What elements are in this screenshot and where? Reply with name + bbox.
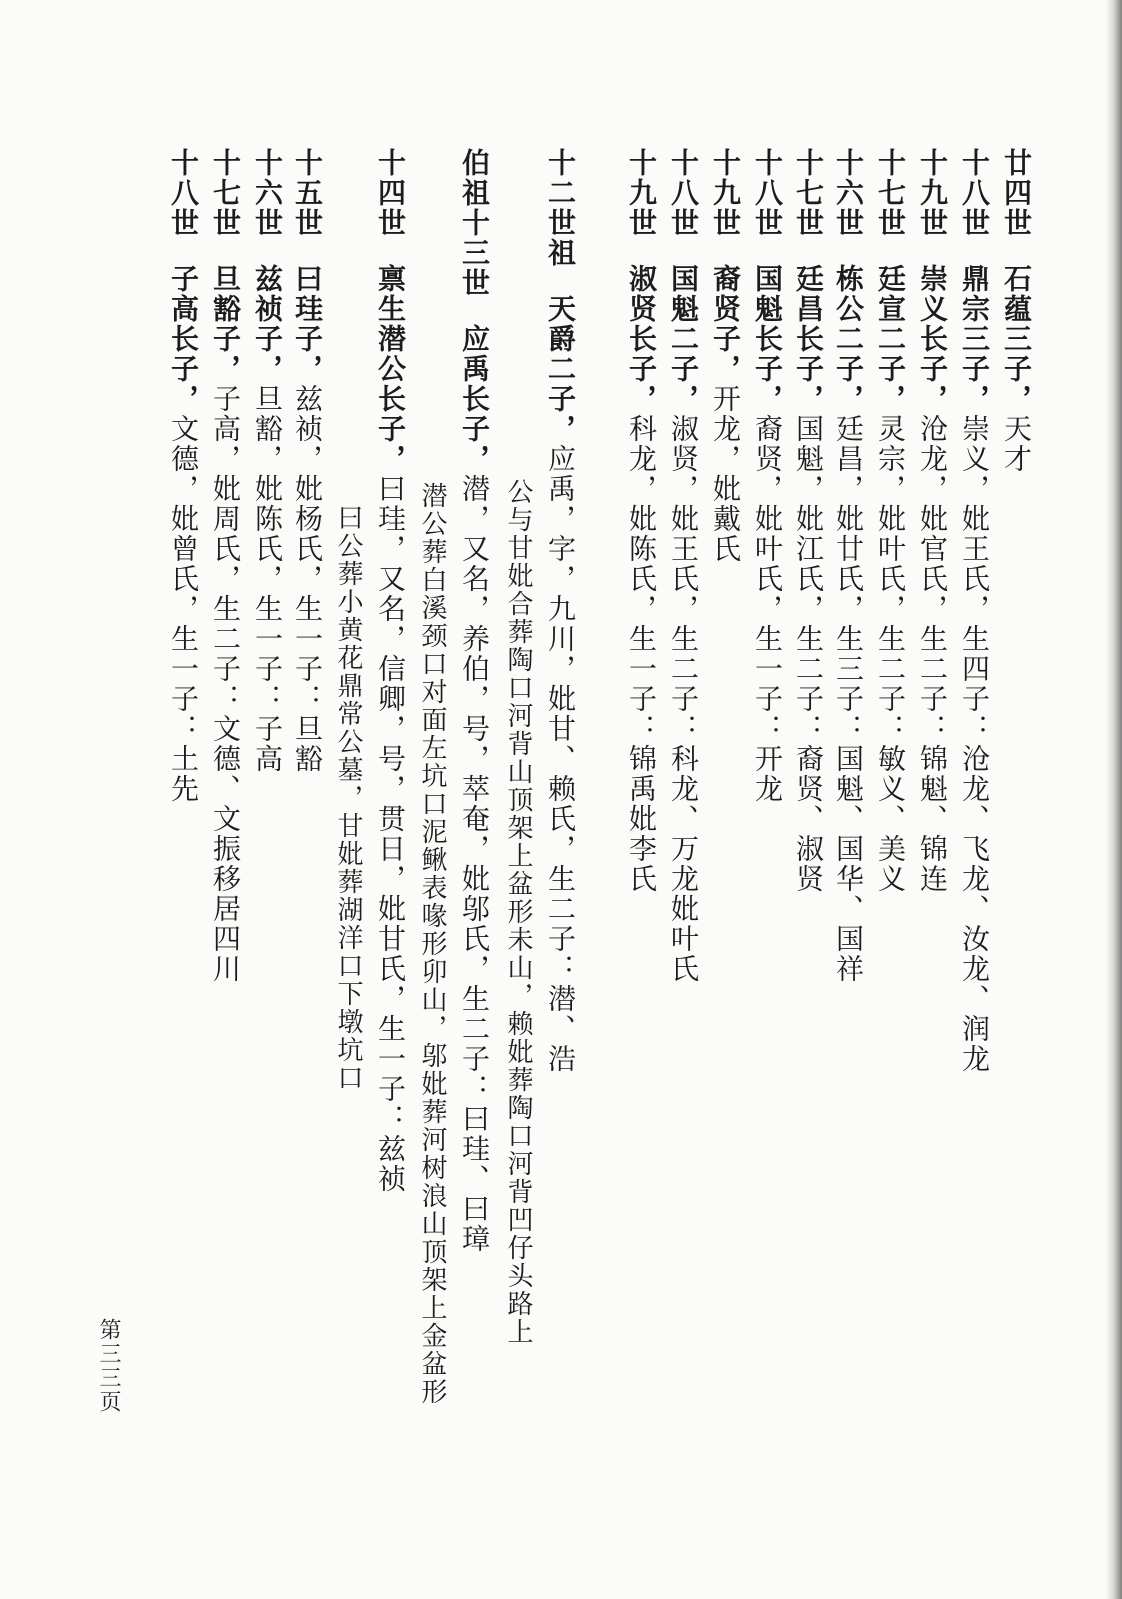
generation-label: 十八世 bbox=[751, 148, 784, 238]
generation-label: 十九世 bbox=[916, 148, 949, 238]
entry-lead: 石蕴三子， bbox=[1000, 264, 1033, 414]
entry-column bbox=[952, 148, 996, 1074]
generation-label: 伯祖十三世 bbox=[458, 148, 491, 298]
entry-lead: 崇义长子， bbox=[916, 264, 949, 414]
entry-lead: 国魁二子， bbox=[667, 264, 700, 414]
entry-column bbox=[368, 148, 412, 1194]
entry-text: 应禹，字，九川，妣甘、赖氏，生二子：潜、浩 bbox=[544, 444, 577, 1074]
generation-label: 十七世 bbox=[792, 148, 825, 238]
generation-label: 十七世 bbox=[209, 148, 242, 238]
generation-label: 十七世 bbox=[874, 148, 907, 238]
entry-lead: 鼎宗三子， bbox=[958, 264, 991, 414]
generation-label: 十二世祖 bbox=[544, 148, 577, 268]
entry-text: 兹祯，妣杨氏，生一子：旦豁 bbox=[291, 384, 324, 774]
burial-note: 曰公葬小黄花鼎常公墓，甘妣葬湖洋口下墩坑口 bbox=[333, 504, 363, 1092]
entry-lead: 禀生潜公长子， bbox=[374, 264, 407, 474]
generation-label: 廿四世 bbox=[1000, 148, 1033, 238]
generation-label: 十四世 bbox=[374, 148, 407, 238]
scan-edge-shadow bbox=[1106, 0, 1122, 1599]
generation-label: 十八世 bbox=[667, 148, 700, 238]
entry-lead: 天爵二子， bbox=[544, 294, 577, 444]
entry-lead: 子高长子， bbox=[167, 264, 200, 414]
entry-lead: 兹祯子， bbox=[251, 264, 284, 384]
entry-column bbox=[745, 148, 789, 804]
entry-lead: 淑贤长子， bbox=[625, 264, 658, 414]
entry-column bbox=[619, 148, 663, 894]
entry-text: 灵宗，妣叶氏，生二子：敏义、美义 bbox=[874, 414, 907, 894]
entry-column bbox=[538, 148, 582, 1074]
entry-lead: 栋公二子， bbox=[832, 264, 865, 414]
generation-label: 十六世 bbox=[251, 148, 284, 238]
generation-label: 十九世 bbox=[625, 148, 658, 238]
entry-column bbox=[245, 148, 289, 774]
generation-label: 十五世 bbox=[291, 148, 324, 238]
entry-text: 裔贤，妣叶氏，生一子：开龙 bbox=[751, 414, 784, 804]
entry-column bbox=[161, 148, 205, 804]
generation-label: 十八世 bbox=[958, 148, 991, 238]
entry-column bbox=[994, 148, 1038, 474]
entry-text: 子高，妣周氏，生二子：文德、文振移居四川 bbox=[209, 384, 242, 984]
entry-column bbox=[868, 148, 912, 894]
entry-text: 天才 bbox=[1000, 414, 1033, 474]
entry-lead: 廷昌长子， bbox=[792, 264, 825, 414]
page-number: 第三三页 bbox=[96, 1318, 121, 1414]
entry-column bbox=[452, 148, 496, 1254]
entry-lead: 国魁长子， bbox=[751, 264, 784, 414]
generation-label: 十六世 bbox=[832, 148, 865, 238]
entry-text: 廷昌，妣廿氏，生三子：国魁、国华、国祥 bbox=[832, 414, 865, 984]
generation-label: 十八世 bbox=[167, 148, 200, 238]
entry-column bbox=[703, 148, 747, 564]
entry-column bbox=[285, 148, 329, 774]
entry-column bbox=[661, 148, 705, 984]
entry-text: 旦豁，妣陈氏，生一子：子高 bbox=[251, 384, 284, 774]
entry-text: 文德，妣曾氏，生一子：土先 bbox=[167, 414, 200, 804]
entry-column bbox=[910, 148, 954, 894]
generation-label: 十九世 bbox=[709, 148, 742, 238]
burial-note: 潜公葬白溪颈口对面左坑口泥鳅表喙形卯山，邬妣葬河树浪山顶架上金盆形 bbox=[417, 482, 447, 1406]
entry-column bbox=[826, 148, 870, 984]
entry-lead: 曰珪子， bbox=[291, 264, 324, 384]
entry-lead: 旦豁子， bbox=[209, 264, 242, 384]
entry-lead: 裔贤子， bbox=[709, 264, 742, 384]
entry-text: 沧龙，妣官氏，生二子：锦魁、锦连 bbox=[916, 414, 949, 894]
entry-lead: 应禹长子， bbox=[458, 324, 491, 474]
entry-text: 开龙，妣戴氏 bbox=[709, 384, 742, 564]
entry-text: 崇义，妣王氏，生四子：沧龙、飞龙、汝龙、润龙 bbox=[958, 414, 991, 1074]
entry-text: 国魁，妣江氏，生二子：裔贤、淑贤 bbox=[792, 414, 825, 894]
entry-column bbox=[786, 148, 830, 894]
entry-lead: 廷宣二子， bbox=[874, 264, 907, 414]
burial-note: 公与甘妣合葬陶口河背山顶架上盆形未山，赖妣葬陶口河背凹仔头路上 bbox=[503, 478, 533, 1346]
entry-text: 淑贤，妣王氏，生二子：科龙、万龙妣叶氏 bbox=[667, 414, 700, 984]
entry-text: 潜，又名，养伯，号，萃奄，妣邬氏，生二子：曰珪、曰璋 bbox=[458, 474, 491, 1254]
entry-column bbox=[203, 148, 247, 984]
entry-text: 科龙，妣陈氏，生一子：锦禹妣李氏 bbox=[625, 414, 658, 894]
entry-text: 曰珪，又名，信卿，号，贯日，妣甘氏，生一子：兹祯 bbox=[374, 474, 407, 1194]
